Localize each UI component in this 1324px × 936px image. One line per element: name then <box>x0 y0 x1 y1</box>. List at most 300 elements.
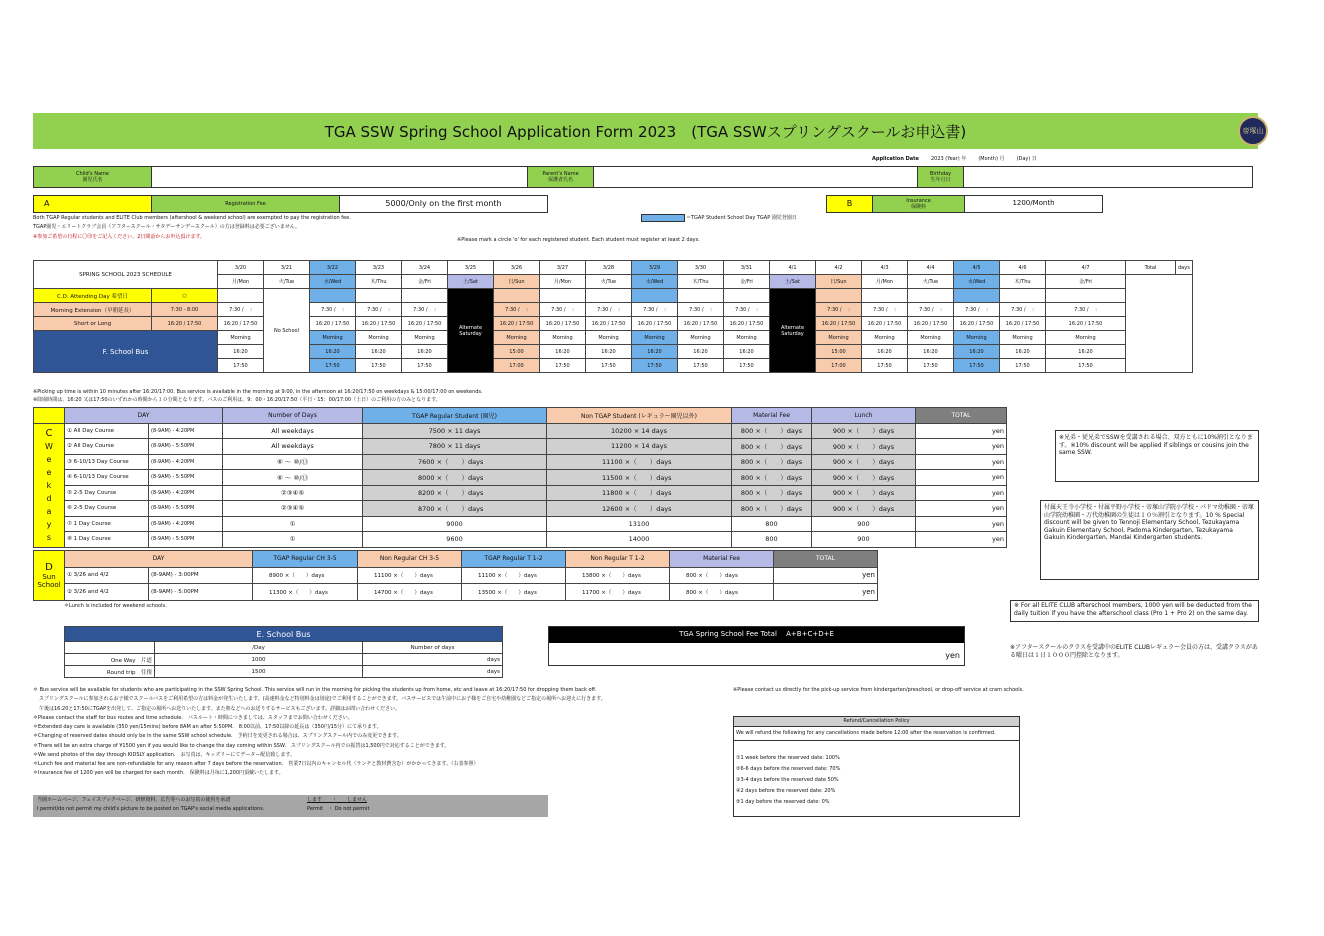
sibling-discount-text: ※兄弟・従兄弟でSSWを受講される場合、双方ともに10%割引となります。※10% discount will be applied if siblings or cousins join the same SSW. <box>1059 434 1253 456</box>
bus-cell[interactable]: Morning <box>586 331 632 345</box>
weekdays-letter: d <box>46 493 52 503</box>
short-or-long-cell[interactable]: 16:20 / 17:50 <box>310 317 356 331</box>
bus-cell[interactable]: 17:50 <box>724 359 770 373</box>
bus-row <box>34 331 1193 345</box>
schedule-table <box>33 260 1193 373</box>
short-or-long-cell[interactable]: 16:20 / 17:50 <box>954 317 1000 331</box>
bus-cell[interactable]: 17:50 <box>218 359 264 373</box>
morning-extension <box>34 303 1193 317</box>
sun-course-fee[interactable]: 13800 ×（ ）days <box>566 567 670 584</box>
bus-cell[interactable]: 17:50 <box>632 359 678 373</box>
course-row <box>34 532 1007 548</box>
bus-cell[interactable]: Morning <box>724 331 770 345</box>
schedule-title: SPRING SCHOOL 2023 SCHEDULE <box>34 261 218 289</box>
refund-item: ①1 week before the reserved date: 100% <box>736 755 840 761</box>
header-col: Material Fee <box>732 408 812 424</box>
course-tgap-fee[interactable]: 8000 ×（ ）days <box>363 470 547 486</box>
lunch-included-note: ＊Lunch is included for weekend schools. <box>64 603 167 609</box>
course-non-tgap-fee[interactable]: 11800 ×（ ）days <box>547 485 732 501</box>
weekdays-letter: a <box>46 506 52 516</box>
bus-cell[interactable]: Morning <box>862 331 908 345</box>
schedule-weekday: 月/Mon <box>862 275 908 289</box>
non-refundable-note: ＊Lunch fee and material fee are non-refundable for any reason after 7 days before the reservation. 営業7日以内のキャンセル代（ランチと教材費含む）がかかってきます。（右表参照） <box>33 761 479 767</box>
bus-cell[interactable]: 17:50 <box>862 359 908 373</box>
header-col: Lunch <box>812 408 916 424</box>
schedule-date: 4/2 <box>816 261 862 275</box>
course-days: All weekdays <box>223 423 363 439</box>
short-or-long-cell[interactable]: 16:20 / 17:50 <box>494 317 540 331</box>
course-total[interactable]: yen <box>916 454 1007 470</box>
bus-cell[interactable]: 16:20 <box>678 345 724 359</box>
morning-extension-cell[interactable]: 7:30 / : <box>908 303 954 317</box>
course-non-tgap-fee[interactable]: 11100 ×（ ）days <box>547 454 732 470</box>
bus-empty <box>65 642 155 654</box>
course-material-fee[interactable]: 800 ×（ ）days <box>732 439 812 455</box>
schedule-date: 4/7 <box>1046 261 1126 275</box>
morning-extension-cell[interactable]: 7:30 / : <box>816 303 862 317</box>
morning-extension-label: Morning Extension（早朝延長） <box>34 303 152 317</box>
school-logo <box>1238 116 1268 146</box>
course-day: ⑤ 2-5 Day Course <box>65 485 149 501</box>
schedule-weekday: 火/Tue <box>908 275 954 289</box>
attending-day-cell[interactable] <box>862 289 908 303</box>
alternate-saturday-cell: Alternate Saturday <box>770 289 816 373</box>
course-day: ③ 6-10/13 Day Course <box>65 454 149 470</box>
bus-cell[interactable]: 16:20 <box>632 345 678 359</box>
bus-cell[interactable]: 16:20 <box>954 345 1000 359</box>
course-lunch-fee[interactable]: 900 ×（ ）days <box>812 501 916 517</box>
header-col: TGAP Regular Student (園児) <box>363 408 547 424</box>
morning-extension-cell[interactable]: 7:30 / : <box>632 303 678 317</box>
sun-course-fee[interactable]: 11100 ×（ ）days <box>462 567 566 584</box>
bus-cell[interactable]: 15:00 <box>816 345 862 359</box>
bus-note-en: ＊ Bus service will be available for students who are participating in the SSW Spring School. This service will run in the morning for picking the students up from home, etc and leave at 16:20/17:50 for dropping them back off. <box>33 687 597 693</box>
bus-cell[interactable]: Morning <box>816 331 862 345</box>
schedule-total-field[interactable] <box>1126 275 1193 373</box>
attending-day-mark: ○ <box>152 289 218 303</box>
short-or-long-cell[interactable]: 16:20 / 17:50 <box>724 317 770 331</box>
sun-school-label: Sun School <box>37 572 61 589</box>
schedule-date: 4/5 <box>954 261 1000 275</box>
bus-roundtrip-label: Round trip 往復 <box>65 666 155 678</box>
birthday-field[interactable] <box>964 167 1252 187</box>
morning-extension-cell[interactable]: 7:30 / : <box>954 303 1000 317</box>
course-day: ⑥ 2-5 Day Course <box>65 501 149 517</box>
course-total[interactable]: yen <box>916 501 1007 517</box>
attending-day-cell[interactable] <box>218 289 264 303</box>
photo-choice-jp[interactable]: します ・ しません <box>307 797 368 803</box>
schedule-weekday: 火/Tue <box>264 275 310 289</box>
course-lunch-fee[interactable]: 900 ×（ ）days <box>812 454 916 470</box>
schedule-weekday: 木/Thu <box>678 275 724 289</box>
short-or-long-cell[interactable]: 16:20 / 17:50 <box>218 317 264 331</box>
bus-cell[interactable]: Morning <box>632 331 678 345</box>
school-discount-text: 付属天王寺小学校・付属平野小学校・帝塚山学院小学校・パドマ幼稚園・帝塚山学院幼稚園・万代幼稚園の生徒は１０％割引となります。10 % Special discount will be given to Tennoji Elementary School, Tezukayama Gakuin Elementary School, Padoma Kindergarten, Tezukayama Gakuin Kindergarten, Mandai Kindergarten students. <box>1044 504 1254 541</box>
course-time: (8-9AM) - 5:50PM <box>149 532 223 548</box>
fee-total-box <box>548 626 965 666</box>
attending-day-cell[interactable] <box>1046 289 1126 303</box>
schedule-date: 3/27 <box>540 261 586 275</box>
no-school-cell: No School <box>264 289 310 373</box>
short-or-long-cell[interactable]: 16:20 / 17:50 <box>632 317 678 331</box>
course-lunch-fee[interactable]: 900 ×（ ）days <box>812 470 916 486</box>
bus-cell[interactable]: 17:50 <box>402 359 448 373</box>
attending-day-cell[interactable] <box>402 289 448 303</box>
schedule-total-label: Total <box>1126 261 1176 275</box>
schedule-weekday: 日/Sun <box>816 275 862 289</box>
morning-extension-cell[interactable]: 7:30 / : <box>218 303 264 317</box>
morning-extension-cell[interactable]: 7:30 / : <box>862 303 908 317</box>
schedule-weekday: 木/Thu <box>356 275 402 289</box>
course-non-tgap-fee: 14000 <box>547 532 732 548</box>
attending-day-cell[interactable] <box>908 289 954 303</box>
course-non-tgap-fee[interactable]: 11500 ×（ ）days <box>547 470 732 486</box>
insurance-row <box>826 195 1103 213</box>
course-tgap-fee: 7500 × 11 days <box>363 423 547 439</box>
bus-roundtrip-fee: 1500 <box>155 666 363 678</box>
bus-cell[interactable]: Morning <box>540 331 586 345</box>
attending-day-cell[interactable] <box>310 289 356 303</box>
course-day: ⑦ 1 Day Course <box>65 516 149 532</box>
schedule-weekday: 水/Wed <box>632 275 678 289</box>
schedule-weekday: 土/Sat <box>770 275 816 289</box>
sun-course-row <box>34 584 878 601</box>
bus-cell[interactable]: 16:20 <box>218 345 264 359</box>
fee-total-unit[interactable]: yen <box>945 651 960 660</box>
morning-extension-cell[interactable]: 7:30 / : <box>310 303 356 317</box>
bus-cell[interactable]: 15:00 <box>494 345 540 359</box>
bus-cell[interactable]: 16:20 <box>356 345 402 359</box>
course-material-fee[interactable]: 800 ×（ ）days <box>732 485 812 501</box>
short-or-long-cell[interactable]: 16:20 / 17:50 <box>816 317 862 331</box>
weekdays-letter: y <box>46 519 52 529</box>
course-non-tgap-fee: 13100 <box>547 516 732 532</box>
attending-day-cell[interactable] <box>356 289 402 303</box>
header-col: TGAP Regular T 1-2 <box>462 551 566 568</box>
short-or-long-cell[interactable]: 16:20 / 17:50 <box>1046 317 1126 331</box>
short-or-long-cell[interactable]: 16:20 / 17:50 <box>402 317 448 331</box>
course-row <box>34 485 1007 501</box>
note-exempt-jp: TGAP園児・エリートクラブ会員（アフタースクール・サタデーサンデースクール）の方は登録料は必要ございません。 <box>33 224 301 231</box>
course-material-fee[interactable]: 800 ×（ ）days <box>732 501 812 517</box>
morning-extension-cell[interactable]: 7:30 / : <box>678 303 724 317</box>
course-row <box>34 516 1007 532</box>
course-total[interactable]: yen <box>916 439 1007 455</box>
attending-day-cell[interactable] <box>1000 289 1046 303</box>
refund-policy <box>733 716 1020 817</box>
bus-oneway-fee: 1000 <box>155 654 363 666</box>
morning-extension-cell[interactable]: 7:30 / : <box>586 303 632 317</box>
course-tgap-fee[interactable]: 8700 ×（ ）days <box>363 501 547 517</box>
bus-cell[interactable]: 17:00 <box>494 359 540 373</box>
bottom-notes <box>33 687 733 777</box>
bus-num-days: Number of days <box>363 642 503 654</box>
bus-cell[interactable]: Morning <box>356 331 402 345</box>
course-tgap-fee: 9600 <box>363 532 547 548</box>
bus-cell[interactable]: 17:50 <box>954 359 1000 373</box>
course-row <box>34 470 1007 486</box>
schedule-weekday: 月/Mon <box>218 275 264 289</box>
sun-course-total[interactable]: yen <box>774 567 878 584</box>
schedule-weekday: 日/Sun <box>494 275 540 289</box>
sibling-discount-note <box>1055 430 1259 482</box>
sun-course-total[interactable]: yen <box>774 584 878 601</box>
fee-total-title: TGA Spring School Fee Total A+B+C+D+E <box>549 627 964 643</box>
attending-day-cell[interactable] <box>494 289 540 303</box>
app-date-label: Application Date <box>872 156 919 162</box>
bus-cell[interactable]: 17:50 <box>678 359 724 373</box>
bus-cell[interactable]: 16:20 <box>1000 345 1046 359</box>
bus-cell[interactable]: 16:20 <box>724 345 770 359</box>
course-tgap-fee: 7800 × 11 days <box>363 439 547 455</box>
course-material-fee[interactable]: 800 ×（ ）days <box>732 470 812 486</box>
parent-en: Parent's Name <box>542 170 579 177</box>
course-time: (8-9AM) - 5:50PM <box>149 470 223 486</box>
mark-note: ※Please mark a circle 'o' for each registered student. Each student must register at least 2 days. <box>457 237 700 243</box>
child-name-label <box>34 167 152 187</box>
attending-day-cell[interactable] <box>954 289 1000 303</box>
schedule-date: 3/26 <box>494 261 540 275</box>
sun-course-fee[interactable]: 8900 ×（ ）days <box>253 567 358 584</box>
attending-day-cell[interactable] <box>540 289 586 303</box>
course-total[interactable]: yen <box>916 532 1007 548</box>
course-material-fee[interactable]: 800 ×（ ）days <box>732 454 812 470</box>
bus-cell[interactable]: 17:50 <box>586 359 632 373</box>
sun-school-side <box>34 551 65 601</box>
sun-course-fee[interactable]: 800 ×（ ）days <box>670 567 774 584</box>
schedule-date: 3/31 <box>724 261 770 275</box>
schedule-date: 3/30 <box>678 261 724 275</box>
app-date-year[interactable]: 2023 (Year) 年 <box>930 156 967 162</box>
schedule-weekday: 水/Wed <box>310 275 356 289</box>
registration-fee-row <box>33 195 548 213</box>
short-or-long-cell[interactable]: 16:20 / 17:50 <box>678 317 724 331</box>
bus-cell[interactable]: Morning <box>678 331 724 345</box>
short-or-long-cell[interactable]: 16:20 / 17:50 <box>540 317 586 331</box>
photo-permission <box>33 795 548 817</box>
course-tgap-fee[interactable]: 8200 ×（ ）days <box>363 485 547 501</box>
attending-day-row <box>34 289 1193 303</box>
schedule-date: 3/23 <box>356 261 402 275</box>
school-bus-title-text: E. School Bus <box>256 629 311 639</box>
course-row <box>34 423 1007 439</box>
sun-course-fee[interactable]: 11300 ×（ ）days <box>253 584 358 601</box>
child-name-field[interactable] <box>152 167 528 187</box>
attending-day-cell[interactable] <box>724 289 770 303</box>
bus-oneway-days[interactable]: days <box>363 654 503 666</box>
course-tgap-fee[interactable]: 7600 ×（ ）days <box>363 454 547 470</box>
schedule-weekday: 月/Mon <box>540 275 586 289</box>
morning-extension-cell[interactable]: 7:30 / : <box>724 303 770 317</box>
note-mark-jp: ※参加ご希望の日程に〇印をご記入ください。2日間前からお申込頂けます。 <box>33 233 205 240</box>
bus-cell[interactable]: 16:20 <box>540 345 586 359</box>
short-or-long-cell[interactable]: 16:20 / 17:50 <box>862 317 908 331</box>
weekdays-letter: s <box>46 532 52 542</box>
application-date <box>872 156 1072 162</box>
course-total[interactable]: yen <box>916 423 1007 439</box>
sun-course-fee[interactable]: 11100 ×（ ）days <box>358 567 462 584</box>
course-lunch-fee[interactable]: 900 ×（ ）days <box>812 423 916 439</box>
bus-oneway-label: One Way 片道 <box>65 654 155 666</box>
parent-name-field[interactable] <box>594 167 918 187</box>
course-lunch-fee[interactable]: 900 ×（ ）days <box>812 485 916 501</box>
weekdays-letter: e <box>46 467 52 477</box>
birthday-en: Birthday <box>929 170 952 177</box>
course-material-fee: 800 <box>732 532 812 548</box>
morning-extension-cell[interactable]: 7:30 / : <box>1046 303 1126 317</box>
course-days: ⑥ ～ ⑩/⑬ <box>223 454 363 470</box>
bus-cell[interactable]: 16:20 <box>402 345 448 359</box>
short-or-long-cell[interactable]: 16:20 / 17:50 <box>1000 317 1046 331</box>
refund-item: ③3-4 days before the reserved date 50% <box>736 777 839 783</box>
course-non-tgap-fee[interactable]: 12600 ×（ ）days <box>547 501 732 517</box>
schedule-date: 3/20 <box>218 261 264 275</box>
header-day: DAY <box>65 408 223 424</box>
bus-cell[interactable]: 16:20 <box>310 345 356 359</box>
extended-care-note: ＊Extended day care is available (350 yen/15mins) before 8AM an after 5:50PM. 8:00以前、17:50以降の延長は（350円/15分）にて承ります。 <box>33 724 382 730</box>
bus-cell[interactable]: 17:50 <box>908 359 954 373</box>
attending-day-cell[interactable] <box>816 289 862 303</box>
short-or-long-cell[interactable]: 16:20 / 17:50 <box>356 317 402 331</box>
sun-course-fee[interactable]: 11700 ×（ ）days <box>566 584 670 601</box>
bus-cell[interactable]: 16:20 <box>908 345 954 359</box>
bus-cell[interactable]: Morning <box>954 331 1000 345</box>
course-row <box>34 501 1007 517</box>
bus-row-roundtrip <box>65 666 503 678</box>
bus-cell[interactable]: 17:50 <box>1000 359 1046 373</box>
refund-item: ②6-6 days before the reserved date: 70% <box>736 766 841 772</box>
schedule-date: 3/24 <box>402 261 448 275</box>
short-or-long-cell[interactable]: 16:20 / 17:50 <box>586 317 632 331</box>
schedule-date: 4/6 <box>1000 261 1046 275</box>
bus-cell[interactable]: 17:50 <box>310 359 356 373</box>
sun-course-fee[interactable]: 13500 ×（ ）days <box>462 584 566 601</box>
morning-extension-cell[interactable]: 7:30 / : <box>402 303 448 317</box>
bus-per-day: /Day <box>155 642 363 654</box>
header-col: Non Regular T 1-2 <box>566 551 670 568</box>
course-total[interactable]: yen <box>916 470 1007 486</box>
morning-extension-cell[interactable]: 7:30 / : <box>1000 303 1046 317</box>
schedule-date: 3/21 <box>264 261 310 275</box>
course-tgap-fee: 9000 <box>363 516 547 532</box>
parent-jp: 保護者氏名 <box>547 177 573 183</box>
course-total[interactable]: yen <box>916 516 1007 532</box>
elite-deduction-jp: ※アフタースクールのクラスを受講中のELITE CLUBレギュラー会員の方は、受講クラスがある曜日は１日１０００円控除となります。 <box>1010 644 1258 659</box>
school-discount-note <box>1040 500 1259 580</box>
course-lunch-fee[interactable]: 900 ×（ ）days <box>812 439 916 455</box>
bus-cell[interactable]: Morning <box>218 331 264 345</box>
attending-day-cell[interactable] <box>586 289 632 303</box>
course-time: (8-9AM) - 4:20PM <box>149 516 223 532</box>
photo-choice-en[interactable]: Permit ・ Do not permit <box>307 806 370 813</box>
photo-permission-en: I permit/do not permit my child's picture to be posted on TGAP's social media applications. <box>37 806 265 813</box>
photo-permission-jp: 当園ホームページ、フェイスブックページ、研修資料、広告等へのお写真の使用を承諾 <box>37 797 231 803</box>
short-or-long-label: Short or Long <box>34 317 152 331</box>
bus-cell[interactable]: Morning <box>908 331 954 345</box>
section-d-letter: D <box>45 561 53 573</box>
header-col: TOTAL <box>916 408 1007 424</box>
birthday-jp: 生年月日 <box>930 177 951 183</box>
bus-cell[interactable]: Morning <box>402 331 448 345</box>
schedule-weekday: 金/Fri <box>724 275 770 289</box>
parent-name-label <box>528 167 594 187</box>
morning-extension-cell[interactable]: 7:30 / : <box>356 303 402 317</box>
course-days: ① <box>223 516 363 532</box>
course-total[interactable]: yen <box>916 485 1007 501</box>
refund-items <box>734 741 1019 810</box>
schedule-weekday: 木/Thu <box>1000 275 1046 289</box>
app-date-month[interactable]: (Month) 月 <box>978 156 1005 162</box>
app-date-day[interactable]: (Day) 日 <box>1016 156 1037 162</box>
header-col: Non Regular CH 3-5 <box>358 551 462 568</box>
course-time: (8-9AM) - 4:20PM <box>149 485 223 501</box>
course-material-fee[interactable]: 800 ×（ ）days <box>732 423 812 439</box>
section-c-letter <box>34 408 65 424</box>
bus-row-oneway <box>65 654 503 666</box>
refund-title: Refund/Cancellation Policy <box>734 717 1019 727</box>
birthday-label <box>918 167 964 187</box>
header-day: DAY <box>65 551 253 568</box>
short-or-long <box>34 317 1193 331</box>
sun-course-fee[interactable]: 14700 ×（ ）days <box>358 584 462 601</box>
bus-cell[interactable]: Morning <box>1000 331 1046 345</box>
schedule-weekday: 水/Wed <box>954 275 1000 289</box>
insurance-note: ＊Insurance fee of 1200 yen will be charged for each month. 保険料は月毎に1,200円頂戴いたします。 <box>33 770 284 777</box>
refund-item: ④2 days before the reserved date: 20% <box>736 788 836 794</box>
weekdays-side-label <box>34 423 65 547</box>
title-text: TGA SSW Spring School Application Form 2023 (TGA SSWスプリングスクールお申込書) <box>324 122 967 141</box>
bus-roundtrip-days[interactable]: days <box>363 666 503 678</box>
course-non-tgap-fee: 11200 × 14 days <box>547 439 732 455</box>
bus-cell[interactable]: 17:00 <box>816 359 862 373</box>
bus-cell[interactable]: Morning <box>1046 331 1126 345</box>
bus-cell[interactable]: 16:20 <box>1046 345 1126 359</box>
attending-day-cell[interactable] <box>632 289 678 303</box>
course-day: ⑧ 1 Day Course <box>65 532 149 548</box>
note-exempt-en: Both TGAP Regular students and ELITE Club members (aftershool & weekend school) are exempted to pay the registration fee. <box>33 215 351 221</box>
morning-extension-cell[interactable]: 7:30 / : <box>494 303 540 317</box>
sun-course-fee[interactable]: 800 ×（ ）days <box>670 584 774 601</box>
legend-text: ＝TGAP Student School Day TGAP 園児登園日 <box>686 215 797 221</box>
sun-course-day: ① 3/26 and 4/2 <box>65 567 149 584</box>
course-time: (8-9AM) - 5:50PM <box>149 501 223 517</box>
schedule-weekday: 金/Fri <box>402 275 448 289</box>
pickup-contact-note: ※Please contact us directly for the pick-up service from kindergarten/preschool, or drop-off service at cram schools. <box>733 687 1024 693</box>
morning-extension-cell[interactable]: 7:30 / : <box>540 303 586 317</box>
pickup-notes <box>33 389 933 404</box>
bus-cell[interactable]: 16:20 <box>862 345 908 359</box>
bus-cell[interactable]: Morning <box>494 331 540 345</box>
bus-cell[interactable]: 16:20 <box>586 345 632 359</box>
course-material-fee: 800 <box>732 516 812 532</box>
course-days: ⑥ ～ ⑩/⑬ <box>223 470 363 486</box>
refund-intro: We will refund the following for any cancellations made before 12:00 after the reservation is confirmed. <box>734 727 1019 741</box>
school-bus-table <box>64 626 503 678</box>
name-row <box>33 166 1253 188</box>
attending-day-cell[interactable] <box>678 289 724 303</box>
bus-cell[interactable]: 17:50 <box>356 359 402 373</box>
short-or-long-cell[interactable]: 16:20 / 17:50 <box>908 317 954 331</box>
bus-cell[interactable]: 17:50 <box>540 359 586 373</box>
course-days: All weekdays <box>223 439 363 455</box>
extra-charge-note: ＊There will be an extra charge of ¥1500 yen if you would like to change the day coming within SSW. スプリングスクール内での振替は1,500円で対応することができます。 <box>33 742 450 749</box>
bus-cell[interactable]: Morning <box>310 331 356 345</box>
course-non-tgap-fee: 10200 × 14 days <box>547 423 732 439</box>
schedule-date: 3/22 <box>310 261 356 275</box>
bus-cell[interactable]: 17:50 <box>1046 359 1126 373</box>
child-en: Child's Name <box>76 170 109 177</box>
weekdays-letter: e <box>46 454 52 464</box>
